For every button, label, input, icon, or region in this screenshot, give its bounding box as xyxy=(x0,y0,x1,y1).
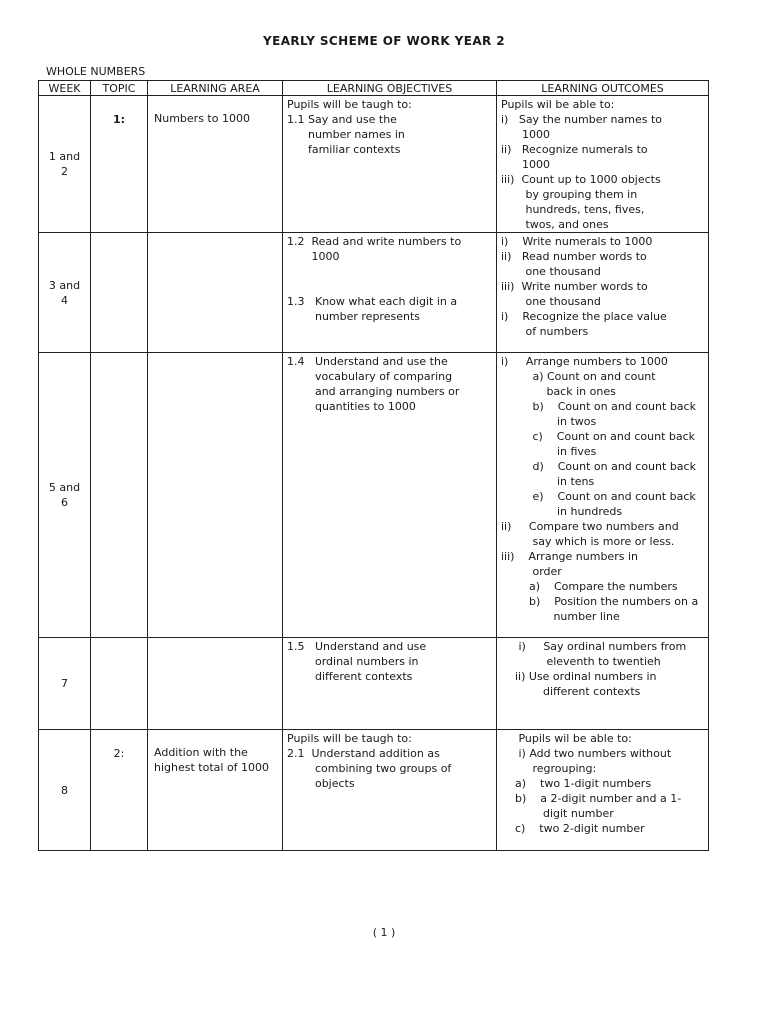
objective-line: combining two groups of xyxy=(287,762,452,775)
objective-line: Pupils will be taugh to: xyxy=(287,98,412,111)
outcome-line: eleventh to twentieh xyxy=(501,655,661,668)
outcome-line: i) Arrange numbers to 1000 xyxy=(501,355,668,368)
outcome-line: different contexts xyxy=(501,685,641,698)
outcome-line: one thousand xyxy=(501,265,601,278)
outcome-line: order xyxy=(501,565,562,578)
objective-line: 1000 xyxy=(287,250,340,263)
learning-area-cell xyxy=(148,96,283,233)
outcome-line: i) Recognize the place value xyxy=(501,310,667,323)
learning-outcomes-cell xyxy=(497,638,709,730)
outcome-line: in fives xyxy=(501,445,597,458)
learning-outcomes-cell xyxy=(497,353,709,638)
topic-cell xyxy=(91,638,148,730)
outcome-line: in hundreds xyxy=(501,505,623,518)
outcome-line: in twos xyxy=(501,415,597,428)
learning-area-line: highest total of 1000 xyxy=(154,761,270,774)
section-heading: WHOLE NUMBERS xyxy=(46,65,146,78)
outcome-line: a) Count on and count xyxy=(501,370,656,383)
outcome-line: b) Count on and count back xyxy=(501,400,696,413)
outcome-line: Pupils wil be able to: xyxy=(501,732,632,745)
objective-line: 1.2 Read and write numbers to xyxy=(287,235,462,248)
week-label: 5 and xyxy=(48,481,81,494)
objective-line: 1.5 Understand and use xyxy=(287,640,427,653)
objective-line: number represents xyxy=(287,310,420,323)
week-label: 4 xyxy=(61,293,68,307)
objective-line: objects xyxy=(287,777,355,790)
objective-line xyxy=(287,279,494,294)
outcome-line: ii) Compare two numbers and xyxy=(501,520,679,533)
week-label: 2 xyxy=(61,165,68,178)
topic-number xyxy=(91,353,147,369)
objective-line: ordinal numbers in xyxy=(287,655,419,668)
outcome-line: ii) Recognize numerals to xyxy=(501,143,648,156)
outcome-line: by grouping them in xyxy=(501,188,638,201)
topic-number xyxy=(91,233,147,249)
objective-line: and arranging numbers or xyxy=(287,385,460,398)
topic-number: 1: xyxy=(112,113,126,126)
document-title: YEARLY SCHEME OF WORK YEAR 2 xyxy=(263,34,505,48)
learning-objectives-cell xyxy=(283,730,497,851)
outcome-line: i) Write numerals to 1000 xyxy=(501,235,653,248)
objective-line: 1.3 Know what each digit in a xyxy=(287,295,458,308)
scheme-table xyxy=(38,80,709,851)
week-label: 8 xyxy=(61,783,68,797)
learning-objectives-cell xyxy=(283,96,497,233)
outcome-line: of numbers xyxy=(501,325,589,338)
objective-line: number names in xyxy=(287,128,405,141)
outcome-line: 1000 xyxy=(501,158,550,171)
week-label: 7 xyxy=(61,677,68,690)
outcome-line: a) two 1-digit numbers xyxy=(501,777,652,790)
outcome-line: digit number xyxy=(501,807,614,820)
outcome-line: i) Say ordinal numbers from xyxy=(501,640,687,653)
learning-outcomes-cell xyxy=(497,233,709,353)
outcome-line: say which is more or less. xyxy=(501,535,675,548)
topic-number: 2: xyxy=(113,747,125,760)
objective-line xyxy=(287,264,494,279)
table-row xyxy=(39,353,709,638)
week-label: 6 xyxy=(61,496,68,509)
outcome-line: b) a 2-digit number and a 1- xyxy=(501,792,682,805)
learning-area-cell xyxy=(148,638,283,730)
learning-area-cell xyxy=(148,353,283,638)
outcome-line: twos, and ones xyxy=(501,218,609,231)
outcome-line: hundreds, tens, fives, xyxy=(501,203,645,216)
outcome-line: e) Count on and count back xyxy=(501,490,696,503)
outcome-line: Pupils wil be able to: xyxy=(501,98,615,111)
outcome-line: in tens xyxy=(501,475,595,488)
page-number: ( 1 ) xyxy=(372,926,396,939)
outcome-line: iii) Arrange numbers in xyxy=(501,550,638,563)
table-row xyxy=(39,233,709,353)
objective-line: vocabulary of comparing xyxy=(287,370,453,383)
learning-area-line: Numbers to 1000 xyxy=(154,112,250,125)
header-week: WEEK xyxy=(39,81,91,96)
outcome-line: c) two 2-digit number xyxy=(501,822,645,835)
topic-number xyxy=(91,638,147,654)
outcome-line: i) Say the number names to xyxy=(501,113,663,126)
outcome-line: d) Count on and count back xyxy=(501,460,696,473)
outcome-line: back in ones xyxy=(501,385,616,398)
header-topic: TOPIC xyxy=(91,81,148,96)
objective-line: quantities to 1000 xyxy=(287,400,416,413)
learning-objectives-cell xyxy=(283,638,497,730)
outcome-line: ii) Read number words to xyxy=(501,250,647,263)
header-learning-objectives: LEARNING OBJECTIVES xyxy=(283,81,497,96)
week-cell xyxy=(39,233,91,353)
outcome-line: one thousand xyxy=(501,295,601,308)
learning-area-cell xyxy=(148,730,283,851)
week-label: 3 and xyxy=(48,278,81,292)
learning-outcomes-cell xyxy=(497,730,709,851)
header-learning-outcomes: LEARNING OUTCOMES xyxy=(497,81,709,96)
table-body xyxy=(39,96,709,851)
outcome-line: c) Count on and count back xyxy=(501,430,696,443)
outcome-line: regrouping: xyxy=(501,762,597,775)
outcome-line: a) Compare the numbers xyxy=(501,580,678,593)
outcome-line: iii) Count up to 1000 objects xyxy=(501,173,661,186)
week-cell xyxy=(39,730,91,851)
topic-cell xyxy=(91,96,148,233)
objective-line: 1.4 Understand and use the xyxy=(287,355,448,368)
objective-line: Pupils will be taugh to: xyxy=(287,732,412,745)
learning-area-cell xyxy=(148,233,283,353)
learning-area-line: Addition with the xyxy=(154,746,248,759)
outcome-line: iii) Write number words to xyxy=(501,280,648,293)
learning-objectives-cell xyxy=(283,233,497,353)
table-row xyxy=(39,730,709,851)
week-cell xyxy=(39,638,91,730)
outcome-line: b) Position the numbers on a xyxy=(501,595,699,608)
outcome-line: ii) Use ordinal numbers in xyxy=(501,670,657,683)
header-learning-area: LEARNING AREA xyxy=(148,81,283,96)
topic-cell xyxy=(91,353,148,638)
objective-line: 2.1 Understand addition as xyxy=(287,747,440,760)
week-label: 1 and xyxy=(48,150,81,163)
outcome-line: i) Add two numbers without xyxy=(501,747,672,760)
topic-cell xyxy=(91,730,148,851)
topic-cell xyxy=(91,233,148,353)
objective-line: familiar contexts xyxy=(287,143,401,156)
outcome-line: 1000 xyxy=(501,128,550,141)
objective-line: different contexts xyxy=(287,670,413,683)
table-row xyxy=(39,638,709,730)
outcome-line: number line xyxy=(501,610,620,623)
learning-objectives-cell xyxy=(283,353,497,638)
week-cell xyxy=(39,353,91,638)
objective-line: 1.1 Say and use the xyxy=(287,113,397,126)
table-row xyxy=(39,96,709,233)
week-cell xyxy=(39,96,91,233)
table-header-row xyxy=(39,81,709,96)
learning-outcomes-cell xyxy=(497,96,709,233)
